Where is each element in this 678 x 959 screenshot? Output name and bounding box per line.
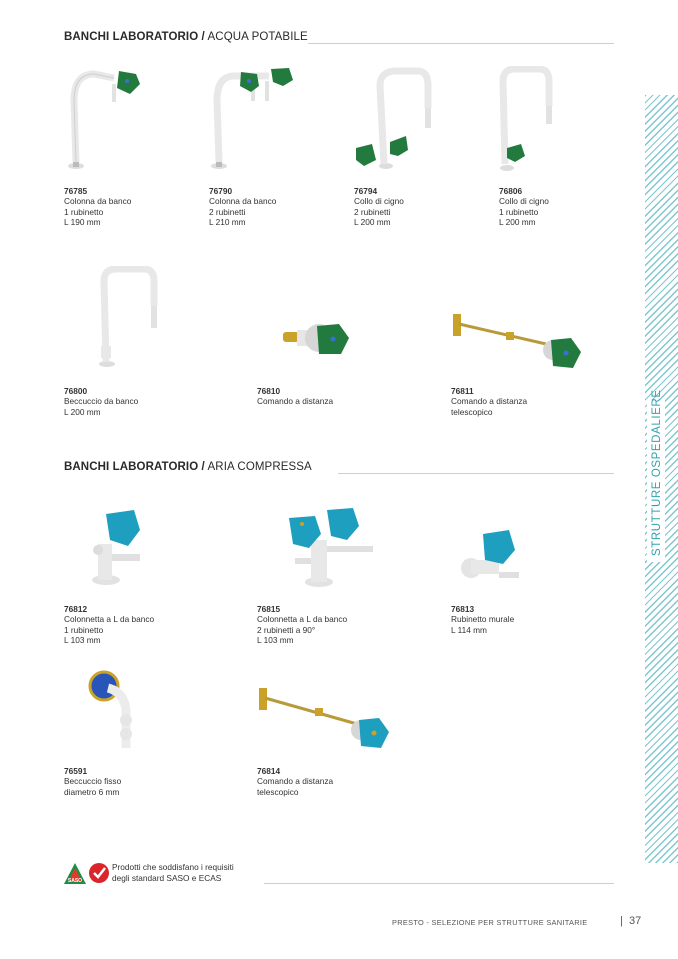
product-caption <box>257 766 407 797</box>
certification-note <box>112 862 234 883</box>
product-line: diametro 6 mm <box>64 786 120 797</box>
page-number: | 37 <box>620 915 642 927</box>
sidebar-label: STRUTTURE OSPEDALIERE <box>651 389 663 556</box>
product-caption <box>64 766 214 797</box>
footer-text: PRESTO - SELEZIONE PER STRUTTURE SANITARIE <box>392 918 588 927</box>
section-title-rest: ARIA COMPRESSA <box>204 461 312 473</box>
product-image <box>64 266 174 386</box>
product-line: telescopico <box>451 406 493 417</box>
certification-line: Prodotti che soddisfano i requisiti <box>112 862 234 872</box>
product-line: 2 rubinetti <box>209 206 246 217</box>
product-line: Comando a distanza <box>451 396 528 407</box>
sidebar-label-box <box>647 389 665 562</box>
product-line: Comando a distanza <box>257 396 334 407</box>
product-76812 <box>64 484 214 646</box>
product-line: L 210 mm <box>209 217 246 228</box>
product-76813 <box>451 484 601 635</box>
product-76815 <box>257 484 407 646</box>
product-code: 76591 <box>64 766 88 776</box>
product-code: 76810 <box>257 386 281 396</box>
product-76591 <box>64 650 214 797</box>
product-code: 76806 <box>499 186 523 196</box>
section-title-bold: BANCHI LABORATORIO / <box>64 31 205 43</box>
section-title-bold: BANCHI LABORATORIO / <box>64 461 205 473</box>
product-code: 76790 <box>209 186 233 196</box>
product-line: Rubinetto murale <box>451 614 515 625</box>
product-caption <box>499 186 649 228</box>
product-image <box>354 66 464 186</box>
product-line: L 200 mm <box>64 406 101 417</box>
product-76785 <box>64 66 214 228</box>
product-caption <box>451 386 601 417</box>
product-line: 1 rubinetto <box>499 206 539 217</box>
product-line: 1 rubinetto <box>64 624 104 635</box>
product-line: telescopico <box>257 786 299 797</box>
product-line: Collo di cigno <box>499 196 549 207</box>
product-caption <box>257 386 407 407</box>
product-line: Colonnetta a L da banco <box>257 614 348 625</box>
product-caption <box>451 604 601 635</box>
product-code: 76813 <box>451 604 475 614</box>
product-line: 2 rubinetti a 90° <box>257 624 316 635</box>
section-rule <box>338 473 614 474</box>
page-number-value: 37 <box>628 915 642 927</box>
saso-ecas-logo <box>64 862 110 886</box>
product-image <box>451 266 591 386</box>
product-line: Collo di cigno <box>354 196 404 207</box>
product-caption <box>257 604 407 646</box>
product-image <box>257 484 387 604</box>
product-76810 <box>257 266 407 407</box>
product-code: 76794 <box>354 186 378 196</box>
product-76800 <box>64 266 214 417</box>
product-image <box>499 66 609 186</box>
product-line: L 114 mm <box>451 624 487 635</box>
section-rule <box>308 43 614 44</box>
product-caption <box>64 386 214 417</box>
product-caption <box>64 186 214 228</box>
product-image <box>209 66 319 186</box>
footer-rule <box>264 883 614 884</box>
product-line: Colonnetta a L da banco <box>64 614 155 625</box>
product-code: 76814 <box>257 766 281 776</box>
product-image <box>64 650 174 766</box>
product-line: Beccuccio fisso <box>64 776 122 787</box>
product-code: 76815 <box>257 604 281 614</box>
product-code: 76811 <box>451 386 474 396</box>
product-line: L 200 mm <box>499 217 536 228</box>
product-caption <box>354 186 504 228</box>
product-image <box>64 66 174 186</box>
product-76811 <box>451 266 601 417</box>
product-76790 <box>209 66 359 228</box>
product-line: 1 rubinetto <box>64 206 104 217</box>
product-code: 76800 <box>64 386 88 396</box>
section-title-aria-compressa <box>64 461 312 473</box>
product-line: L 103 mm <box>64 635 101 646</box>
section-title-acqua-potabile <box>64 31 308 43</box>
product-line: L 103 mm <box>257 635 294 646</box>
product-caption <box>209 186 359 228</box>
product-caption <box>64 604 214 646</box>
product-line: 2 rubinetti <box>354 206 391 217</box>
certification-line: degli standard SASO e ECAS <box>112 872 222 883</box>
product-line: L 190 mm <box>64 217 101 228</box>
product-code: 76812 <box>64 604 88 614</box>
product-76806 <box>499 66 649 228</box>
product-image <box>257 650 397 766</box>
section-title-rest: ACQUA POTABILE <box>204 31 308 43</box>
product-image <box>64 484 174 604</box>
product-76794 <box>354 66 504 228</box>
product-76814 <box>257 650 407 797</box>
logo-text: SASO <box>67 878 83 884</box>
product-image <box>257 266 367 386</box>
product-line: Colonna da banco <box>209 196 277 207</box>
product-line: Beccuccio da banco <box>64 396 139 407</box>
product-line: Comando a distanza <box>257 776 334 787</box>
product-code: 76785 <box>64 186 88 196</box>
product-image <box>451 484 561 604</box>
product-line: L 200 mm <box>354 217 391 228</box>
product-line: Colonna da banco <box>64 196 132 207</box>
